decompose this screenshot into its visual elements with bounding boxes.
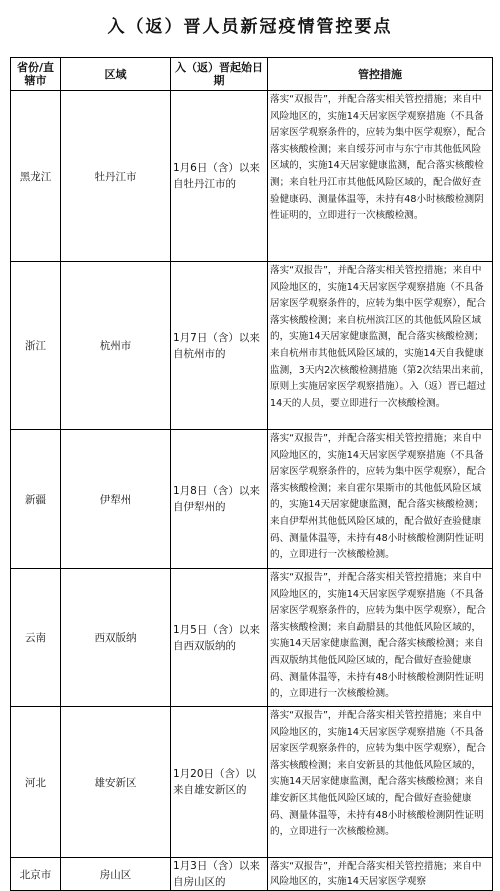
cell-date: 1月3日（含）以来自房山区的: [171, 858, 268, 891]
cell-province: 北京市: [11, 858, 61, 891]
cell-measures: 落实“双报告”，并配合落实相关管控措施；来自中风险地区的，实施14天居家医学观察措施（不具备居家医学观察条件的，应转为集中医学观察），配合落实核酸检测；来自霍尔果斯市的其他低风险区域的，实施14天居家健康监测，配合落实核酸检测；来自伊犁州其他低风险区域的，配合做好查验健康码、测量体温等，未持有48小时核酸检测阴性证明的，立即进行一次核酸检测。: [268, 430, 493, 569]
control-measures-table: [10, 57, 493, 891]
cell-date: 1月7日（含）以来自杭州市的: [171, 262, 268, 430]
header-province: 省份/直辖市: [11, 58, 61, 91]
cell-province: 浙江: [11, 262, 61, 430]
cell-region: 雄安新区: [61, 707, 171, 858]
cell-measures: 落实“双报告”，并配合落实相关管控措施；来自中风险地区的，实施14天居家医学观察措施（不具备居家医学观察条件的，应转为集中医学观察），配合落实核酸检测；来自杭州滨江区的其他低风险区域的，实施14天居家健康监测，配合落实核酸检测；来自杭州市其他低风险区域的，实施14天自我健康监测，3天内2次核酸检测措施（第2次结果出来前，原则上实施居家医学观察措施）。入（返）晋已超过14天的人员，要立即进行一次核酸检测。: [268, 262, 493, 430]
header-measures: 管控措施: [268, 58, 493, 91]
table-row: [11, 262, 493, 430]
cell-province: 云南: [11, 569, 61, 707]
cell-province: 河北: [11, 707, 61, 858]
header-region: 区域: [61, 58, 171, 91]
cell-date: 1月5日（含）以来自西双版纳的: [171, 569, 268, 707]
header-date: 入（返）晋起始日期: [171, 58, 268, 91]
cell-region: 杭州市: [61, 262, 171, 430]
cell-province: 新疆: [11, 430, 61, 569]
document-title: 入（返）晋人员新冠疫情管控要点: [107, 17, 393, 37]
table-row: [11, 430, 493, 569]
cell-province: 黑龙江: [11, 91, 61, 262]
cell-measures: 落实“双报告”，并配合落实相关管控措施；来自中风险地区的，实施14天居家医学观察措施（不具备居家医学观察条件的，应转为集中医学观察），配合落实核酸检测；来自绥芬河市与东宁市其他低风险区域的，实施14天居家健康监测，配合落实核酸检测；来自牡丹江市其他低风险区域的，配合做好查验健康码、测量体温等，未持有48小时核酸检测阴性证明的，立即进行一次核酸检测。: [268, 91, 493, 262]
cell-measures: 落实“双报告”，并配合落实相关管控措施；来自中风险地区的，实施14天居家医学观察: [268, 858, 493, 891]
cell-measures: 落实“双报告”，并配合落实相关管控措施；来自中风险地区的，实施14天居家医学观察措施（不具备居家医学观察条件的，应转为集中医学观察），配合落实核酸检测；来自安新县的其他低风险区域的，实施14天居家健康监测，配合落实核酸检测；来自雄安新区其他低风险区域的，配合做好查验健康码、测量体温等，未持有48小时核酸检测阴性证明的，立即进行一次核酸检测。: [268, 707, 493, 858]
table-header-row: [11, 58, 493, 91]
table-row: [11, 707, 493, 858]
cell-measures: 落实“双报告”，并配合落实相关管控措施；来自中风险地区的，实施14天居家医学观察措施（不具备居家医学观察条件的，应转为集中医学观察），配合落实核酸检测；来自勐腊县的其他低风险区域的，实施14天居家健康监测，配合落实核酸检测；来自西双版纳其他低风险区域的，配合做好查验健康码、测量体温等，未持有48小时核酸检测阴性证明的，立即进行一次核酸检测。: [268, 569, 493, 707]
table-row: [11, 91, 493, 262]
cell-date: 1月6日（含）以来自牡丹江市的: [171, 91, 268, 262]
cell-region: 西双版纳: [61, 569, 171, 707]
table-row: [11, 569, 493, 707]
cell-date: 1月20日（含）以来自雄安新区的: [171, 707, 268, 858]
cell-date: 1月8日（含）以来自伊犁州的: [171, 430, 268, 569]
table-row: [11, 858, 493, 891]
cell-region: 伊犁州: [61, 430, 171, 569]
cell-region: 房山区: [61, 858, 171, 891]
cell-region: 牡丹江市: [61, 91, 171, 262]
